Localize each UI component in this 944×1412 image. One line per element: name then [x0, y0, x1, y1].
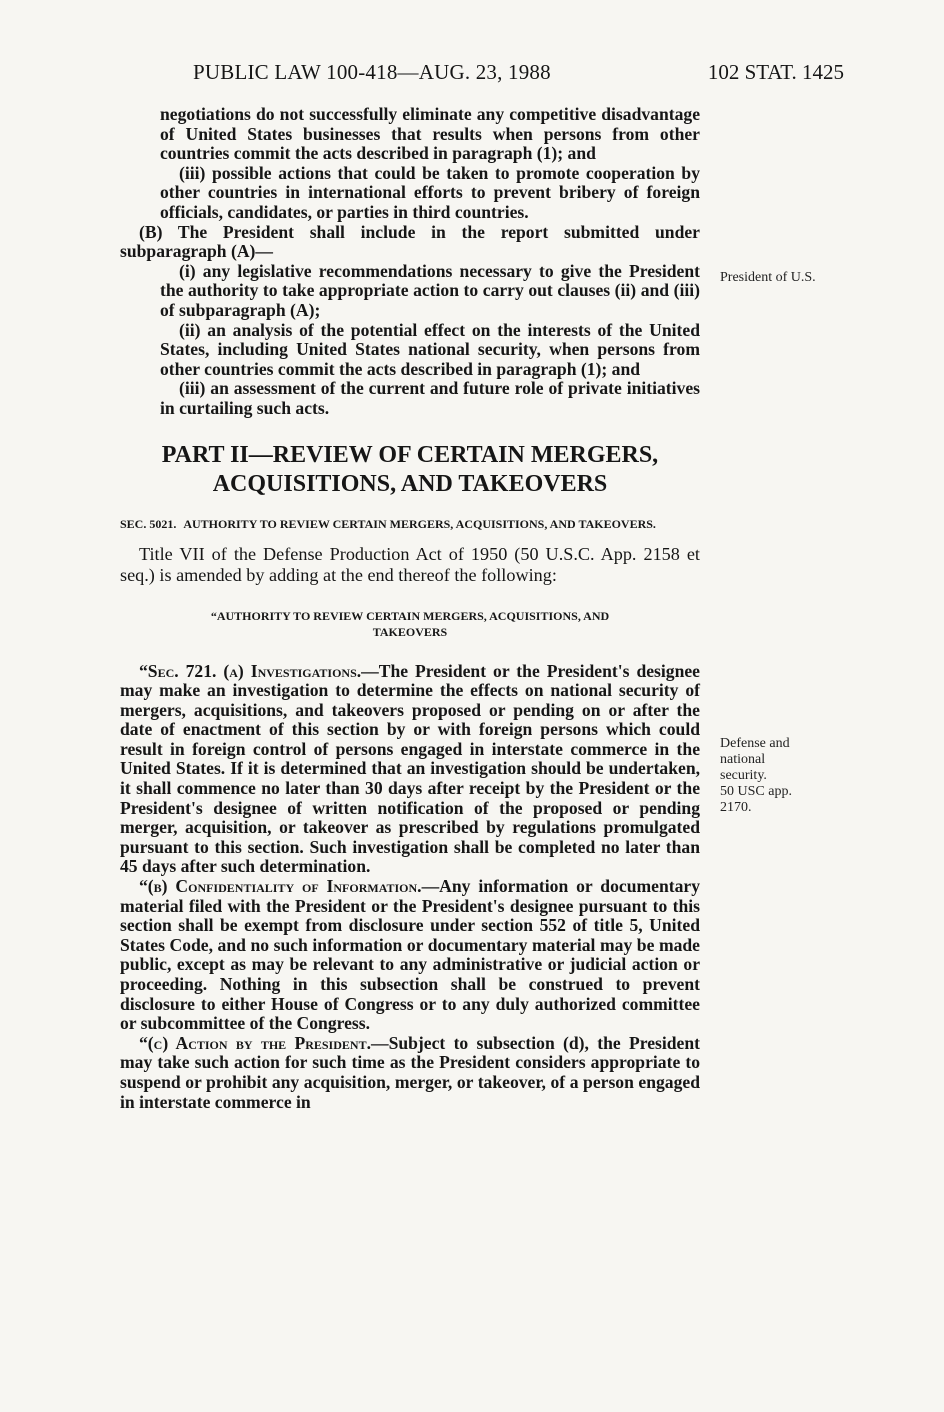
clause-b-i: (i) any legislative recommendations necessary to give the President the authority to take appropriate action to carry out clauses (ii) and (iii) of subparagraph (A);: [160, 260, 700, 320]
subsection-c-text: —Subject to subsection (d), the President may take such action for such time as the President considers appropriate to suspend or prohibit any acquisition, merger, or takeover, of a person engaged in interstate commerce in: [120, 1032, 701, 1112]
subsection-b-text: —Any information or documentary material filed with the President or the President's designee pursuant to this section shall be exempt from disclosure under section 552 of title 5, United States Code, and no such information or documentary material may be made public, except as may be relevant to any administrative or judicial action or proceeding. Nothing in this subsection shall be construed to prevent disclosure to either House of Congress or to any duly authorized committee or subcommittee of the Congress.: [120, 876, 700, 1034]
section-intro: Title VII of the Defense Production Act of 1950 (50 U.S.C. App. 2158 et seq.) is amended by adding at the end thereof the following:: [120, 543, 700, 585]
main-text-column: [120, 105, 700, 1112]
clause-b-ii: (ii) an analysis of the potential effect on the interests of the United States, including United States national security, when persons from other countries commit the acts described in paragraph (1); and: [160, 319, 700, 379]
margin-note-line: national: [720, 752, 766, 767]
margin-note-president: President of U.S.: [720, 270, 816, 285]
subparagraph-b: (B) The President shall include in the report submitted under subparagraph (A)—: [120, 221, 700, 262]
subsection-c-heading: “(c) Action by the President.: [139, 1032, 371, 1053]
subsection-b-heading: “(b) Confidentiality of Information.: [139, 876, 422, 897]
clause-b-iii: (iii) an assessment of the current and future role of private initiatives in curtailing such acts.: [160, 378, 700, 418]
part-heading-line1: PART II—REVIEW OF CERTAIN MERGERS,: [161, 441, 659, 468]
margin-note-line: 2170.: [720, 800, 752, 815]
stat-reference: 102 STAT. 1425: [707, 60, 844, 84]
inserted-heading-line1: “AUTHORITY TO REVIEW CERTAIN MERGERS, ACQUISITIONS, AND: [210, 608, 610, 623]
subsection-a: [120, 662, 700, 878]
inserted-heading-line2: TAKEOVERS: [372, 624, 448, 639]
subsection-a-text: —The President or the President's designee may make an investigation to determine the effects on national security of mergers, acquisitions, and takeovers proposed or pending on or after the date of enactment of this section by or with foreign persons which could result in foreign control of persons engaged in interstate commerce in the United States. If it is determined that an investigation should be undertaken, it shall commence no later than 30 days after receipt by the President or the President's designee of written notification of the proposed or pending merger, acquisition, or takeover as prescribed by regulations promulgated pursuant to this section. Such investigation shall be completed no later than 45 days after such determination.: [120, 660, 700, 877]
paragraph-continuation: negotiations do not successfully eliminate any competitive disadvantage of United States businesses that results when persons from other countries commit the acts described in paragraph (1); and: [160, 104, 700, 164]
part-heading: [120, 441, 700, 499]
margin-note-line: security.: [720, 768, 767, 783]
running-head: PUBLIC LAW 100-418—AUG. 23, 1988: [193, 60, 551, 84]
clause-a-iii: (iii) possible actions that could be taken to promote cooperation by other countries in international efforts to prevent bribery of foreign officials, candidates, or parties in third countries.: [160, 162, 700, 222]
subsection-c: [120, 1034, 700, 1112]
subsection-a-heading: “Sec. 721. (a) Investigations.: [139, 660, 362, 681]
section-heading: [120, 517, 700, 532]
margin-note-defense: [720, 736, 830, 816]
inserted-section-heading: [120, 608, 700, 640]
margin-note-line: 50 USC app.: [720, 784, 792, 799]
section-title: AUTHORITY TO REVIEW CERTAIN MERGERS, ACQUISITIONS, AND TAKEOVERS.: [183, 516, 656, 531]
section-number: SEC. 5021.: [120, 516, 177, 531]
part-heading-line2: ACQUISITIONS, AND TAKEOVERS: [212, 470, 608, 497]
margin-note-line: Defense and: [720, 736, 790, 751]
subsection-b: [120, 877, 700, 1034]
